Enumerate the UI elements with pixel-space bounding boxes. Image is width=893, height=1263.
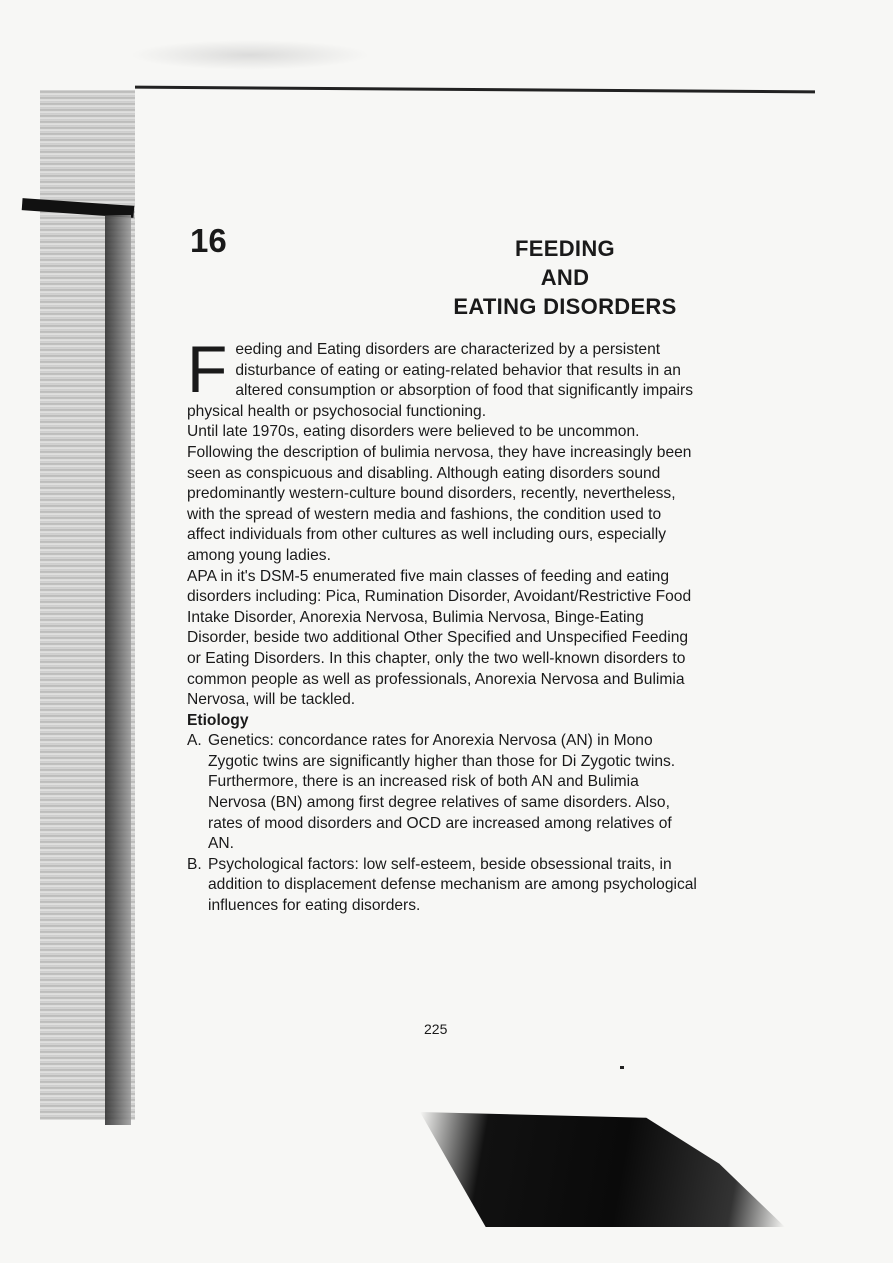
classification-paragraph: APA in it's DSM-5 enumerated five main classes of feeding and eating disorders including: Pica, Rumination Disorder, Avoidant/Restrictive Food Intake Disorder, Anorexia Nervosa, Bulimia Nervosa, Binge-Eating Disorder, beside two additional Other Specified and Unspecified Feeding or Eating Disorders. In this chapter, only the two well-known disorders to common people as well as professionals, Anorexia Nervosa and Bulimia Nervosa, will be tackled. xyxy=(187,567,692,709)
chapter-title-line: FEEDING xyxy=(515,236,615,261)
list-item-text: Genetics: concordance rates for Anorexia Nervosa (AN) in Mono Zygotic twins are significantly higher than those for Di Zygotic twins. Furthermore, there is an increased risk of both AN and Bulimia Nervosa (BN) among first degree relatives of same disorders. Also, rates of mood disorders and OCD are increased among relatives of AN. xyxy=(208,732,676,853)
chapter-title-line: AND xyxy=(540,265,590,290)
intro-paragraph-text: eeding and Eating disorders are characterized by a persistent disturbance of eating or eating-related behavior that results in an altered consumption or absorption of food that significantly impairs physical health or psychosocial functioning. xyxy=(187,341,693,420)
scan-smudge xyxy=(130,40,370,70)
list-item xyxy=(187,731,699,855)
chapter-title-line: EATING DISORDERS xyxy=(453,294,677,319)
list-marker: B. xyxy=(187,855,202,873)
page-number: 225 xyxy=(424,1021,448,1037)
chapter-number: 16 xyxy=(190,222,227,259)
chapter-body xyxy=(187,332,699,917)
scan-bottom-shadow xyxy=(420,1112,785,1227)
section-heading-etiology: Etiology xyxy=(187,711,249,729)
list-item-text: Psychological factors: low self-esteem, beside obsessional traits, in addition to displacement defense mechanism are among psychological influences for eating disorders. xyxy=(208,855,697,915)
list-marker: A. xyxy=(187,732,202,750)
scan-speck xyxy=(620,1066,624,1069)
drop-cap: F xyxy=(187,332,228,406)
scan-spine xyxy=(105,215,131,1125)
chapter-title xyxy=(430,234,700,321)
intro-paragraph xyxy=(187,332,699,422)
list-item xyxy=(187,855,699,917)
scan-top-edge xyxy=(135,86,815,94)
history-paragraph: Until late 1970s, eating disorders were believed to be uncommon. Following the description of bulimia nervosa, they have increasingly been seen as conspicuous and disabling. Although eating disorders sound predominantly western-culture bound disorders, recently, nevertheless, with the spread of western media and fashions, the condition used to affect individuals from other cultures as well including ours, especially among young ladies. xyxy=(187,423,692,564)
etiology-list xyxy=(187,731,699,916)
